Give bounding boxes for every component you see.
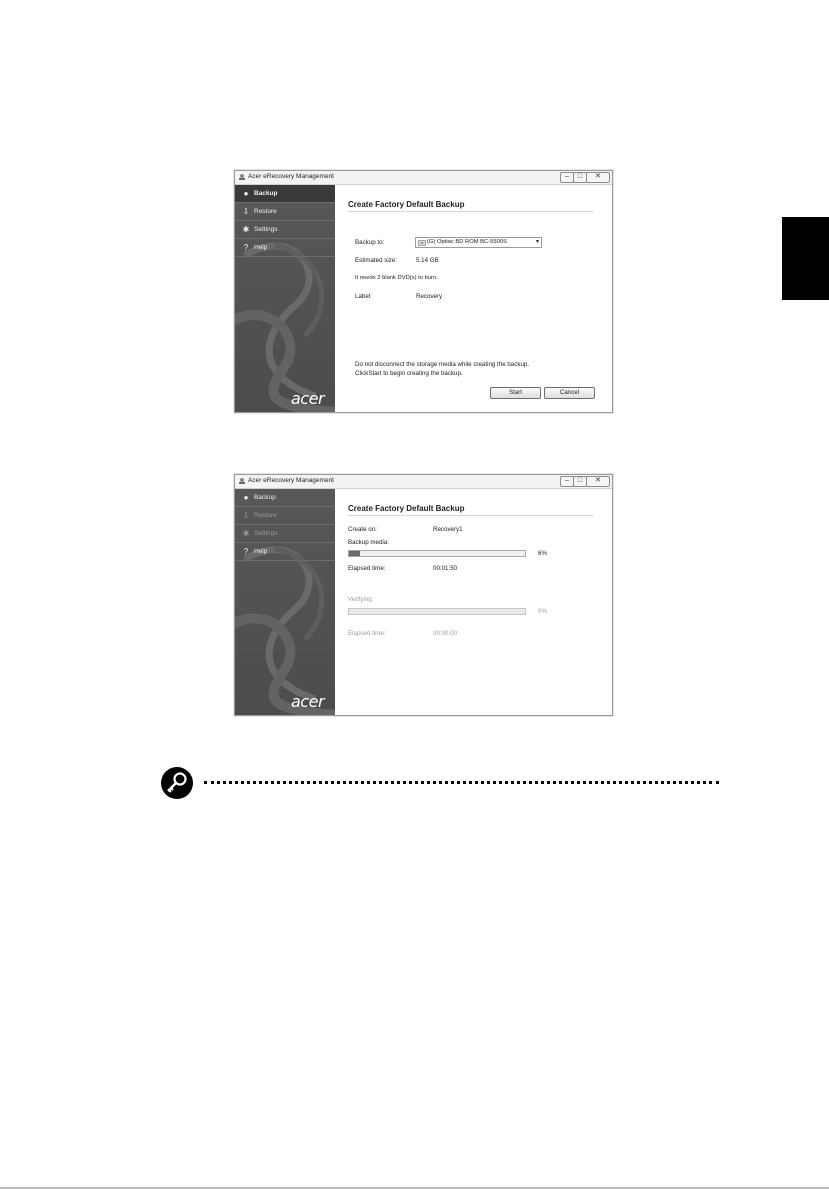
sidebar-item-help[interactable] [235, 543, 335, 561]
sidebar-item-help[interactable] [235, 239, 335, 257]
backup-target-value: (G) Optiac BD ROM BC-5500S [427, 239, 507, 245]
backup-media-label: Backup media: [348, 539, 389, 546]
divider [348, 211, 594, 212]
sidebar [235, 489, 335, 715]
erecovery-window-backup-progress [234, 474, 613, 716]
verify-elapsed-value: 00:00:00 [433, 630, 458, 637]
minimize-button[interactable]: – [560, 476, 574, 487]
page-title: Create Factory Default Backup [348, 504, 465, 513]
sidebar-item-restore[interactable] [235, 203, 335, 221]
estimated-size-label: Estimated size: [355, 257, 397, 264]
label-value: Recovery [416, 293, 443, 300]
title-bar[interactable] [235, 171, 612, 185]
backup-to-label: Backup to: [355, 239, 385, 246]
backup-progress-fill [349, 551, 360, 556]
disc-icon: ● [243, 493, 249, 502]
divider [348, 515, 594, 516]
restore-icon: ⇩ [242, 511, 250, 520]
elapsed-time-label: Elapsed time: [348, 565, 386, 572]
sidebar-item-label: Backup [254, 494, 276, 501]
disc-requirement-text: It needs 2 blank DVD(s) to burn. [355, 275, 438, 281]
backup-target-dropdown[interactable] [415, 237, 542, 248]
verifying-label: Verifying: [348, 596, 374, 603]
create-on-value: Recovery1 [433, 526, 463, 533]
content-pane [336, 185, 612, 412]
sidebar-item-label: Help [254, 548, 268, 555]
instruction-disconnect: Do not disconnect the storage media while creating the backup. [355, 361, 530, 368]
maximize-button[interactable]: □ [573, 172, 587, 183]
sidebar-item-label: Settings [254, 226, 278, 233]
elapsed-time-value: 00:01:50 [433, 565, 458, 572]
sidebar-item-label: Restore [254, 208, 277, 215]
sidebar-item-restore [235, 507, 335, 525]
sidebar [235, 185, 335, 412]
estimated-size-value: 5.14 GB [416, 257, 439, 264]
sidebar-item-settings[interactable] [235, 221, 335, 239]
sidebar-item-settings [235, 525, 335, 543]
verify-elapsed-label: Elapsed time: [348, 630, 386, 637]
gear-icon: ✱ [242, 225, 250, 234]
restore-icon: ⇩ [242, 207, 250, 216]
backup-percent: 6% [538, 550, 547, 557]
optical-drive-icon [418, 239, 426, 246]
erecovery-window-backup-setup [234, 170, 613, 413]
dotted-rule [204, 781, 719, 784]
disc-icon: ● [243, 189, 249, 198]
app-icon [238, 477, 246, 485]
instruction-start: ClickStart to begin creating the backup. [355, 370, 463, 377]
question-icon: ? [243, 547, 249, 556]
window-title: Acer eRecovery Management [248, 173, 334, 180]
label-label: Label: [355, 293, 372, 300]
close-button[interactable]: ✕ [586, 476, 610, 487]
question-icon: ? [243, 243, 249, 252]
title-bar[interactable] [235, 475, 612, 489]
window-title: Acer eRecovery Management [248, 477, 334, 484]
important-note-divider [160, 766, 720, 800]
gear-icon: ✱ [242, 529, 250, 538]
close-button[interactable]: ✕ [586, 172, 610, 183]
maximize-button[interactable]: □ [573, 476, 587, 487]
key-icon [160, 766, 194, 800]
sidebar-item-label: Help [254, 244, 268, 251]
acer-logo: acer [291, 692, 325, 711]
acer-logo: acer [291, 389, 325, 408]
chapter-thumb-tab [782, 217, 829, 300]
sidebar-item-label: Restore [254, 512, 277, 519]
sidebar-item-backup[interactable] [235, 185, 335, 203]
sidebar-item-label: Settings [254, 530, 278, 537]
sidebar-item-label: Backup [254, 190, 278, 197]
app-icon [238, 173, 246, 181]
sidebar-item-backup[interactable] [235, 489, 335, 507]
backup-progress-bar [348, 550, 526, 557]
create-on-label: Create on: [348, 526, 377, 533]
page-title: Create Factory Default Backup [348, 200, 465, 209]
content-pane [336, 489, 612, 715]
cancel-button[interactable]: Cancel [544, 387, 595, 399]
verify-progress-bar [348, 608, 526, 615]
minimize-button[interactable]: – [560, 172, 574, 183]
verify-percent: 0% [538, 608, 547, 615]
start-button[interactable]: Start [490, 387, 541, 399]
chevron-down-icon[interactable]: ▾ [535, 239, 539, 245]
